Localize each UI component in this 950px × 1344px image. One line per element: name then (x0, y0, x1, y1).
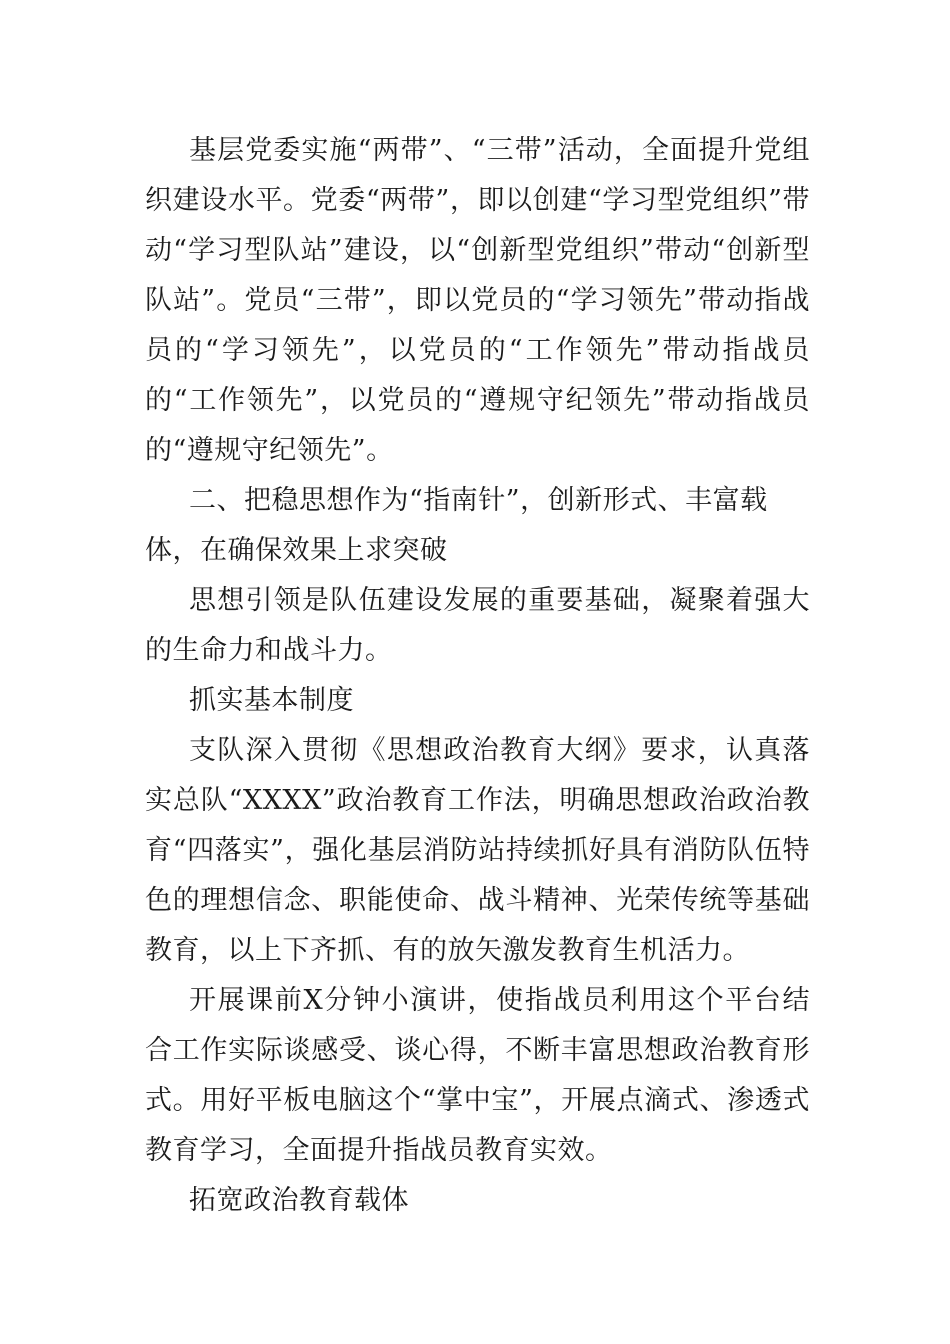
paragraph-implementation: 支队深入贯彻《思想政治教育大纲》要求，认真落实总队“XXXX”政治教育工作法，明确思想政治政治教育“四落实”，强化基层消防站持续抓好具有消防队伍特色的理想信念、职能使命、战斗精神、光荣传统等基础教育，以上下齐抓、有的放矢激发教育生机活力。 (145, 735, 810, 966)
paragraph-ideological-guidance: 思想引领是队伍建设发展的重要基础，凝聚着强大的生命力和战斗力。 (145, 585, 810, 666)
subheading-basic-system: 抓实基本制度 (189, 685, 354, 716)
paragraph-party-committee-activities: 基层党委实施“两带”、“三带”活动，全面提升党组织建设水平。党委“两带”，即以创建“学习型党组织”带动“学习型队站”建设，以“创新型党组织”带动“创新型队站”。党员“三带”，即以党员的“学习领先”带动指战员的“学习领先”，以党员的“工作领先”带动指战员的“工作领先”，以党员的“遵规守纪领先”带动指战员的“遵规守纪领先”。 (145, 135, 810, 466)
document-body (145, 126, 810, 1226)
subheading-education-carrier: 拓宽政治教育载体 (189, 1185, 409, 1216)
paragraph-speech-activity: 开展课前X分钟小演讲，使指战员利用这个平台结合工作实际谈感受、谈心得，不断丰富思想政治教育形式。用好平板电脑这个“掌中宝”，开展点滴式、渗透式教育学习，全面提升指战员教育实效。 (145, 985, 810, 1166)
section-heading-ideology: 二、把稳思想作为“指南针”，创新形式、丰富载体，在确保效果上求突破 (145, 485, 768, 566)
